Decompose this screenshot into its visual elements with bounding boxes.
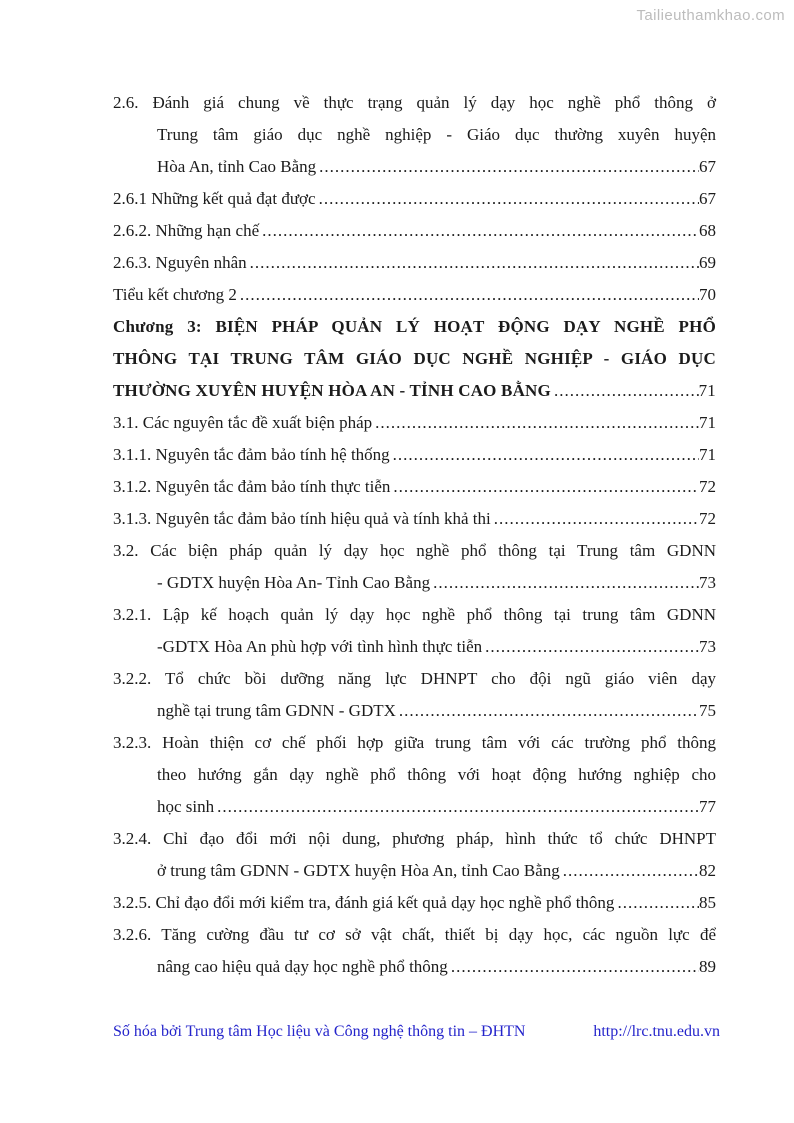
- toc-line: [113, 471, 716, 503]
- toc-line-text: 3.1.2. Nguyên tắc đảm bảo tính thực tiễn: [113, 477, 391, 496]
- toc-line: [113, 247, 716, 279]
- toc-line: 3.2.1. Lập kế hoạch quản lý dạy học nghề phổ thông tại trung tâm GDNN: [113, 605, 716, 624]
- page-number: 77: [699, 797, 716, 816]
- footer-digitized-by: Số hóa bởi Trung tâm Học liệu và Công nghệ thông tin – ĐHTN: [113, 1023, 526, 1040]
- toc-line: 2.6. Đánh giá chung về thực trạng quản lý dạy học nghề phổ thông ở: [113, 93, 716, 112]
- toc-entry: [113, 663, 716, 727]
- toc-entry: [113, 503, 716, 535]
- toc-line: [113, 887, 716, 919]
- toc-line: 3.2.3. Hoàn thiện cơ chế phối hợp giữa trung tâm với các trường phổ thông: [113, 733, 716, 752]
- page-number: 85: [699, 893, 716, 912]
- page-number: 71: [699, 413, 716, 432]
- page-number: 82: [699, 861, 716, 880]
- toc-entry: [113, 727, 716, 823]
- toc-line: [113, 151, 716, 183]
- toc-line-text: -GDTX Hòa An phù hợp với tình hình thực tiễn: [157, 637, 483, 656]
- toc: [113, 87, 716, 983]
- dot-leader: [617, 887, 699, 919]
- toc-line-text: - GDTX huyện Hòa An- Tỉnh Cao Bằng: [157, 573, 431, 592]
- toc-line: 3.2. Các biện pháp quản lý dạy học nghề phổ thông tại Trung tâm GDNN: [113, 541, 716, 560]
- page-number: 71: [699, 445, 716, 464]
- toc-line: [113, 951, 716, 983]
- dot-leader: [451, 951, 699, 983]
- toc-entry: [113, 215, 716, 247]
- dot-leader: [240, 279, 699, 311]
- page-number: 72: [699, 477, 716, 496]
- toc-line: [113, 695, 716, 727]
- page-number: 73: [699, 573, 716, 592]
- toc-line-text: 2.6.3. Nguyên nhân: [113, 253, 247, 272]
- dot-leader: [262, 215, 699, 247]
- dot-leader: [217, 791, 699, 823]
- page-number: 67: [699, 157, 716, 176]
- toc-line: [113, 407, 716, 439]
- toc-line: THÔNG TẠI TRUNG TÂM GIÁO DỤC NGHỀ NGHIỆP - GIÁO DỤC: [113, 349, 716, 368]
- toc-line: [113, 791, 716, 823]
- toc-entry: [113, 919, 716, 983]
- toc-line-text: ở trung tâm GDNN - GDTX huyện Hòa An, tỉnh Cao Bằng: [157, 861, 560, 880]
- toc-line: [113, 375, 716, 407]
- toc-line-text: 3.1.3. Nguyên tắc đảm bảo tính hiệu quả và tính khả thi: [113, 509, 491, 528]
- page-number: 75: [699, 701, 716, 720]
- toc-line: Trung tâm giáo dục nghề nghiệp - Giáo dục thường xuyên huyện: [157, 125, 716, 144]
- toc-entry: [113, 87, 716, 183]
- toc-line: [113, 215, 716, 247]
- toc-line-text: nghề tại trung tâm GDNN - GDTX: [157, 701, 396, 720]
- toc-line: 3.2.4. Chỉ đạo đổi mới nội dung, phương pháp, hình thức tổ chức DHNPT: [113, 829, 716, 848]
- toc-line: theo hướng gắn dạy nghề phổ thông với hoạt động hướng nghiệp cho: [157, 765, 716, 784]
- dot-leader: [319, 151, 699, 183]
- toc-line: [113, 503, 716, 535]
- toc-line: [113, 631, 716, 663]
- dot-leader: [399, 695, 699, 727]
- toc-line-text: học sinh: [157, 797, 215, 816]
- toc-entry: [113, 887, 716, 919]
- toc-line: [113, 855, 716, 887]
- toc-entry: [113, 599, 716, 663]
- toc-line-text: 2.6.1 Những kết quả đạt được: [113, 189, 316, 208]
- toc-line-text: Hòa An, tỉnh Cao Bằng: [157, 157, 317, 176]
- toc-line: Chương 3: BIỆN PHÁP QUẢN LÝ HOẠT ĐỘNG DẠY NGHỀ PHỔ: [113, 317, 716, 336]
- dot-leader: [563, 855, 699, 887]
- dot-leader: [393, 439, 699, 471]
- dot-leader: [375, 407, 699, 439]
- dot-leader: [485, 631, 699, 663]
- page-number: 71: [698, 381, 716, 400]
- toc-entry: [113, 279, 716, 311]
- page-number: 68: [699, 221, 716, 240]
- toc-line-text: 3.1.1. Nguyên tắc đảm bảo tính hệ thống: [113, 445, 390, 464]
- toc-line: [113, 567, 716, 599]
- toc-entry: [113, 247, 716, 279]
- toc-entry: [113, 439, 716, 471]
- dot-leader: [494, 503, 699, 535]
- toc-line: 3.2.6. Tăng cường đầu tư cơ sở vật chất, thiết bị dạy học, các nguồn lực để: [113, 925, 716, 944]
- toc-entry: [113, 311, 716, 407]
- toc-line-text: 3.2.5. Chỉ đạo đổi mới kiểm tra, đánh giá kết quả dạy học nghề phổ thông: [113, 893, 615, 912]
- dot-leader: [554, 375, 699, 407]
- toc-line-text: 3.1. Các nguyên tắc đề xuất biện pháp: [113, 413, 373, 432]
- toc-line: [113, 279, 716, 311]
- toc-entry: [113, 183, 716, 215]
- toc-line-text: Tiểu kết chương 2: [113, 285, 237, 304]
- toc-line: [113, 183, 716, 215]
- page-number: 89: [699, 957, 716, 976]
- footer-url[interactable]: http://lrc.tnu.edu.vn: [593, 1023, 720, 1040]
- toc-entry: [113, 823, 716, 887]
- page-number: 67: [699, 189, 716, 208]
- toc-line: [113, 439, 716, 471]
- toc-entry: [113, 535, 716, 599]
- toc-entry: [113, 407, 716, 439]
- dot-leader: [393, 471, 699, 503]
- page-number: 73: [699, 637, 716, 656]
- toc-line-text: THƯỜNG XUYÊN HUYỆN HÒA AN - TỈNH CAO BẰNG: [113, 381, 551, 400]
- page-number: 72: [699, 509, 716, 528]
- dot-leader: [250, 247, 699, 279]
- page-footer: [113, 1022, 720, 1042]
- toc-line-text: 2.6.2. Những hạn chế: [113, 221, 260, 240]
- page-number: 70: [699, 285, 716, 304]
- dot-leader: [433, 567, 699, 599]
- toc-line-text: nâng cao hiệu quả dạy học nghề phổ thông: [157, 957, 448, 976]
- page-number: 69: [699, 253, 716, 272]
- toc-entry: [113, 471, 716, 503]
- dot-leader: [319, 183, 699, 215]
- toc-line: 3.2.2. Tổ chức bồi dưỡng năng lực DHNPT cho đội ngũ giáo viên dạy: [113, 669, 716, 688]
- watermark-text: Tailieuthamkhao.com: [636, 7, 785, 24]
